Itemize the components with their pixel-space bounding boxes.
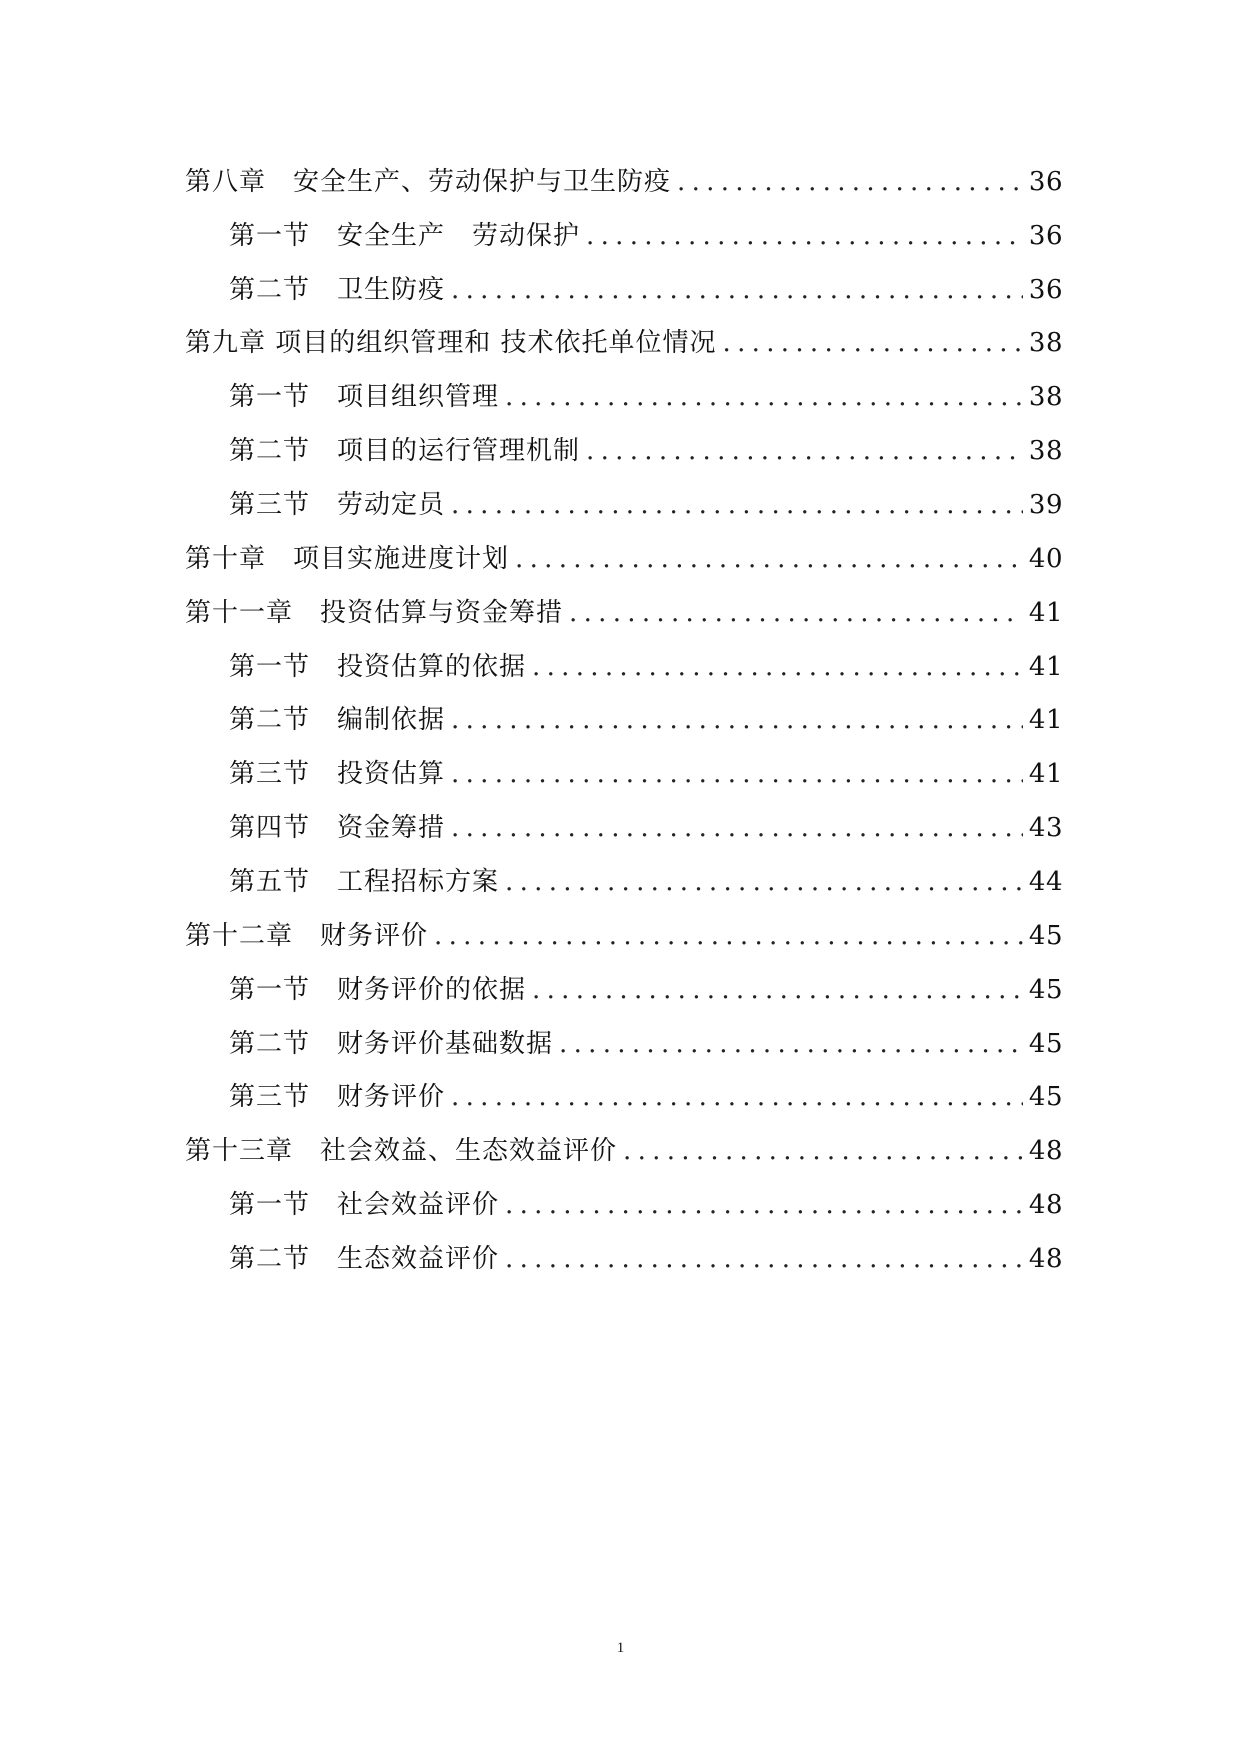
toc-entry-page: 39	[1028, 490, 1063, 520]
toc-entry-page: 45	[1028, 975, 1063, 1005]
toc-entry	[229, 808, 1063, 848]
toc-entry-page: 36	[1028, 221, 1063, 251]
dot-leader	[586, 431, 1023, 471]
dot-leader	[451, 1077, 1023, 1117]
toc-entry-title: 第二节 生态效益评价	[229, 1244, 500, 1274]
toc-entry-page: 48	[1028, 1190, 1063, 1220]
dot-leader	[434, 916, 1023, 956]
toc-entry-page: 38	[1028, 436, 1063, 466]
toc-entry	[185, 162, 1063, 202]
toc-entry-page: 45	[1028, 921, 1063, 951]
dot-leader	[532, 970, 1023, 1010]
dot-leader	[559, 1024, 1023, 1064]
toc-entry-title: 第三节 投资估算	[229, 759, 446, 789]
toc-entry-page: 40	[1028, 544, 1063, 574]
page-number: 1	[616, 1640, 625, 1656]
toc-entry-title: 第一节 安全生产 劳动保护	[229, 221, 581, 251]
toc-entry-page: 48	[1028, 1136, 1063, 1166]
toc-entry	[229, 754, 1063, 794]
toc-entry	[185, 1131, 1063, 1171]
dot-leader	[569, 593, 1023, 633]
toc-entry-title: 第二节 财务评价基础数据	[229, 1029, 554, 1059]
toc-entry-title: 第九章 项目的组织管理和 技术依托单位情况	[185, 328, 717, 358]
toc-entry-title: 第三节 劳动定员	[229, 490, 446, 520]
toc-entry-title: 第一节 财务评价的依据	[229, 975, 527, 1005]
dot-leader	[451, 808, 1023, 848]
dot-leader	[505, 1239, 1023, 1279]
toc-entry-title: 第一节 社会效益评价	[229, 1190, 500, 1220]
toc-entry	[229, 216, 1063, 256]
toc-entry-title: 第一节 项目组织管理	[229, 382, 500, 412]
toc-entry-title: 第一节 投资估算的依据	[229, 652, 527, 682]
toc-entry-title: 第二节 编制依据	[229, 705, 446, 735]
toc-entry	[229, 970, 1063, 1010]
toc-entry	[185, 593, 1063, 633]
toc-entry-page: 48	[1028, 1244, 1063, 1274]
dot-leader	[623, 1131, 1023, 1171]
toc-entry-title: 第八章 安全生产、劳动保护与卫生防疫	[185, 167, 672, 197]
toc-entry	[229, 377, 1063, 417]
dot-leader	[451, 700, 1023, 740]
toc-entry-page: 41	[1028, 759, 1063, 789]
toc-entry	[185, 916, 1063, 956]
dot-leader	[505, 1185, 1023, 1225]
toc-entry-page: 45	[1028, 1082, 1063, 1112]
toc-entry-title: 第十一章 投资估算与资金筹措	[185, 598, 564, 628]
toc-entry-page: 41	[1028, 705, 1063, 735]
toc-entry-page: 41	[1028, 652, 1063, 682]
toc-entry-title: 第十二章 财务评价	[185, 921, 429, 951]
dot-leader	[505, 377, 1023, 417]
toc-entry-page: 45	[1028, 1029, 1063, 1059]
toc-entry	[229, 647, 1063, 687]
toc-entry-page: 43	[1028, 813, 1063, 843]
toc-entry-page: 44	[1028, 867, 1063, 897]
dot-leader	[451, 754, 1023, 794]
toc-entry	[229, 862, 1063, 902]
toc-entry	[229, 431, 1063, 471]
toc-entry	[185, 323, 1063, 363]
toc-entry-title: 第三节 财务评价	[229, 1082, 446, 1112]
toc-entry	[229, 1024, 1063, 1064]
toc-entry-page: 36	[1028, 167, 1063, 197]
toc-entry	[229, 1185, 1063, 1225]
dot-leader	[505, 862, 1023, 902]
toc-entry	[229, 485, 1063, 525]
dot-leader	[586, 216, 1023, 256]
toc-entry-title: 第二节 项目的运行管理机制	[229, 436, 581, 466]
toc-entry-page: 41	[1028, 598, 1063, 628]
toc-entry-title: 第四节 资金筹措	[229, 813, 446, 843]
dot-leader	[451, 270, 1023, 310]
toc-entry	[229, 270, 1063, 310]
toc-entry-page: 38	[1028, 328, 1063, 358]
toc-entry	[229, 1077, 1063, 1117]
toc-entry-title: 第五节 工程招标方案	[229, 867, 500, 897]
toc-entry-title: 第十章 项目实施进度计划	[185, 544, 510, 574]
toc-entry	[229, 700, 1063, 740]
toc-entry-page: 38	[1028, 382, 1063, 412]
dot-leader	[677, 162, 1023, 202]
dot-leader	[515, 539, 1023, 579]
toc-entry-title: 第二节 卫生防疫	[229, 275, 446, 305]
dot-leader	[723, 323, 1023, 363]
toc-entry	[229, 1239, 1063, 1279]
toc-entry	[185, 539, 1063, 579]
toc-entry-title: 第十三章 社会效益、生态效益评价	[185, 1136, 618, 1166]
toc-entry-page: 36	[1028, 275, 1063, 305]
dot-leader	[532, 647, 1023, 687]
dot-leader	[451, 485, 1023, 525]
